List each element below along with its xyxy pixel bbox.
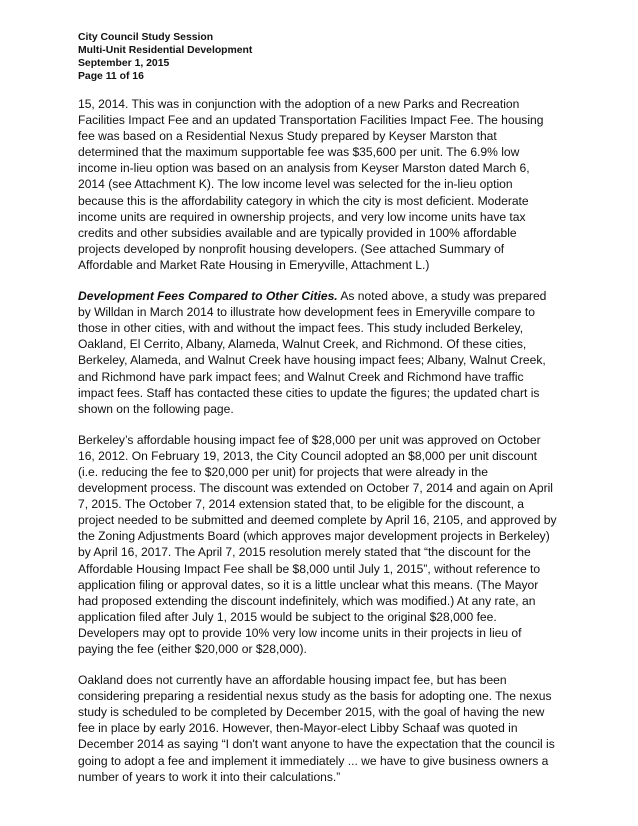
header-date: September 1, 2015 [78,58,170,69]
paragraph-oakland: Oakland does not currently have an affordable housing impact fee, but has been considering preparing a residential nexus study as the basis for adopting one. The nexus study is scheduled to be completed by December 2015, with the goal of having the new fee in place by early 2016. However, then-Mayor-elect Libby Schaaf was quoted in December 2014 as saying “I don't want anyone to have the expectation that the council is going to adopt a fee and implement it immediately ... we have to give business owners a number of years to work it into their calculations.” [78,673,555,784]
document-page [78,31,558,800]
paragraph-development-fees [78,288,558,417]
page-header [78,31,558,83]
paragraph-heading-development-fees: Development Fees Compared to Other Cities. [78,289,338,304]
paragraph-berkeley: Berkeley’s affordable housing impact fee of $28,000 per unit was approved on October 16, 2012. On February 19, 2013, the City Council adopted an $8,000 per unit discount (i.e. reducing the fee to $20,000 per unit) for projects that were already in the development process. The discount was extended on October 7, 2014 and again on April 7, 2015. The October 7, 2014 extension stated that, to be eligible for the discount, a project needed to be submitted and deemed complete by April 16, 2105, and approved by the Zoning Adjustments Board (which approves major development projects in Berkeley) by April 16, 2017. The April 7, 2015 resolution merely stated that “the discount for the Affordable Housing Impact Fee shall be $8,000 until July 1, 2015”, without reference to application filing or approval dates, so it is a little unclear what this means. (The Mayor had proposed extending the discount indefinitely, which was modified.) At any rate, an application filed after July 1, 2015 would be subject to the original $28,000 fee. Developers may opt to provide 10% very low income units in their projects in lieu of paying the fee (either $20,000 or $28,000). [78,432,557,656]
paragraph-development-fees-text: As noted above, a study was prepared by Willdan in March 2014 to illustrate how development fees in Emeryville compare to those in other cities, with and without the impact fees. This study included Berkeley, Oakland, El Cerrito, Albany, Alameda, Walnut Creek, and Richmond. Of these cities, Berkeley, Alameda, and Walnut Creek have housing impact fees; Albany, Walnut Creek, and Richmond have park impact fees; and Walnut Creek and Richmond have traffic impact fees. Staff has contacted these cities to update the figures; the updated chart is shown on the following page. [78,289,547,416]
paragraph-housing-fee: 15, 2014. This was in conjunction with the adoption of a new Parks and Recreation Facilities Impact Fee and an updated Transportation Facilities Impact Fee. The housing fee was based on a Residential Nexus Study prepared by Keyser Marston that determined that the maximum supportable fee was $35,600 per unit. The 6.9% low income in-lieu option was based on an analysis from Keyser Marston dated March 6, 2014 (see Attachment K). The low income level was selected for the in-lieu option because this is the affordability category in which the city is most deficient. Moderate income units are required in ownership projects, and very low income units have tax credits and other subsidies available and are typically provided in 100% affordable projects developed by nonprofit housing developers. (See attached Summary of Affordable and Market Rate Housing in Emeryville, Attachment L.) [78,97,544,272]
header-meeting-title: City Council Study Session [78,32,214,43]
header-page-number: Page 11 of 16 [78,71,144,82]
header-subject: Multi-Unit Residential Development [78,45,253,56]
